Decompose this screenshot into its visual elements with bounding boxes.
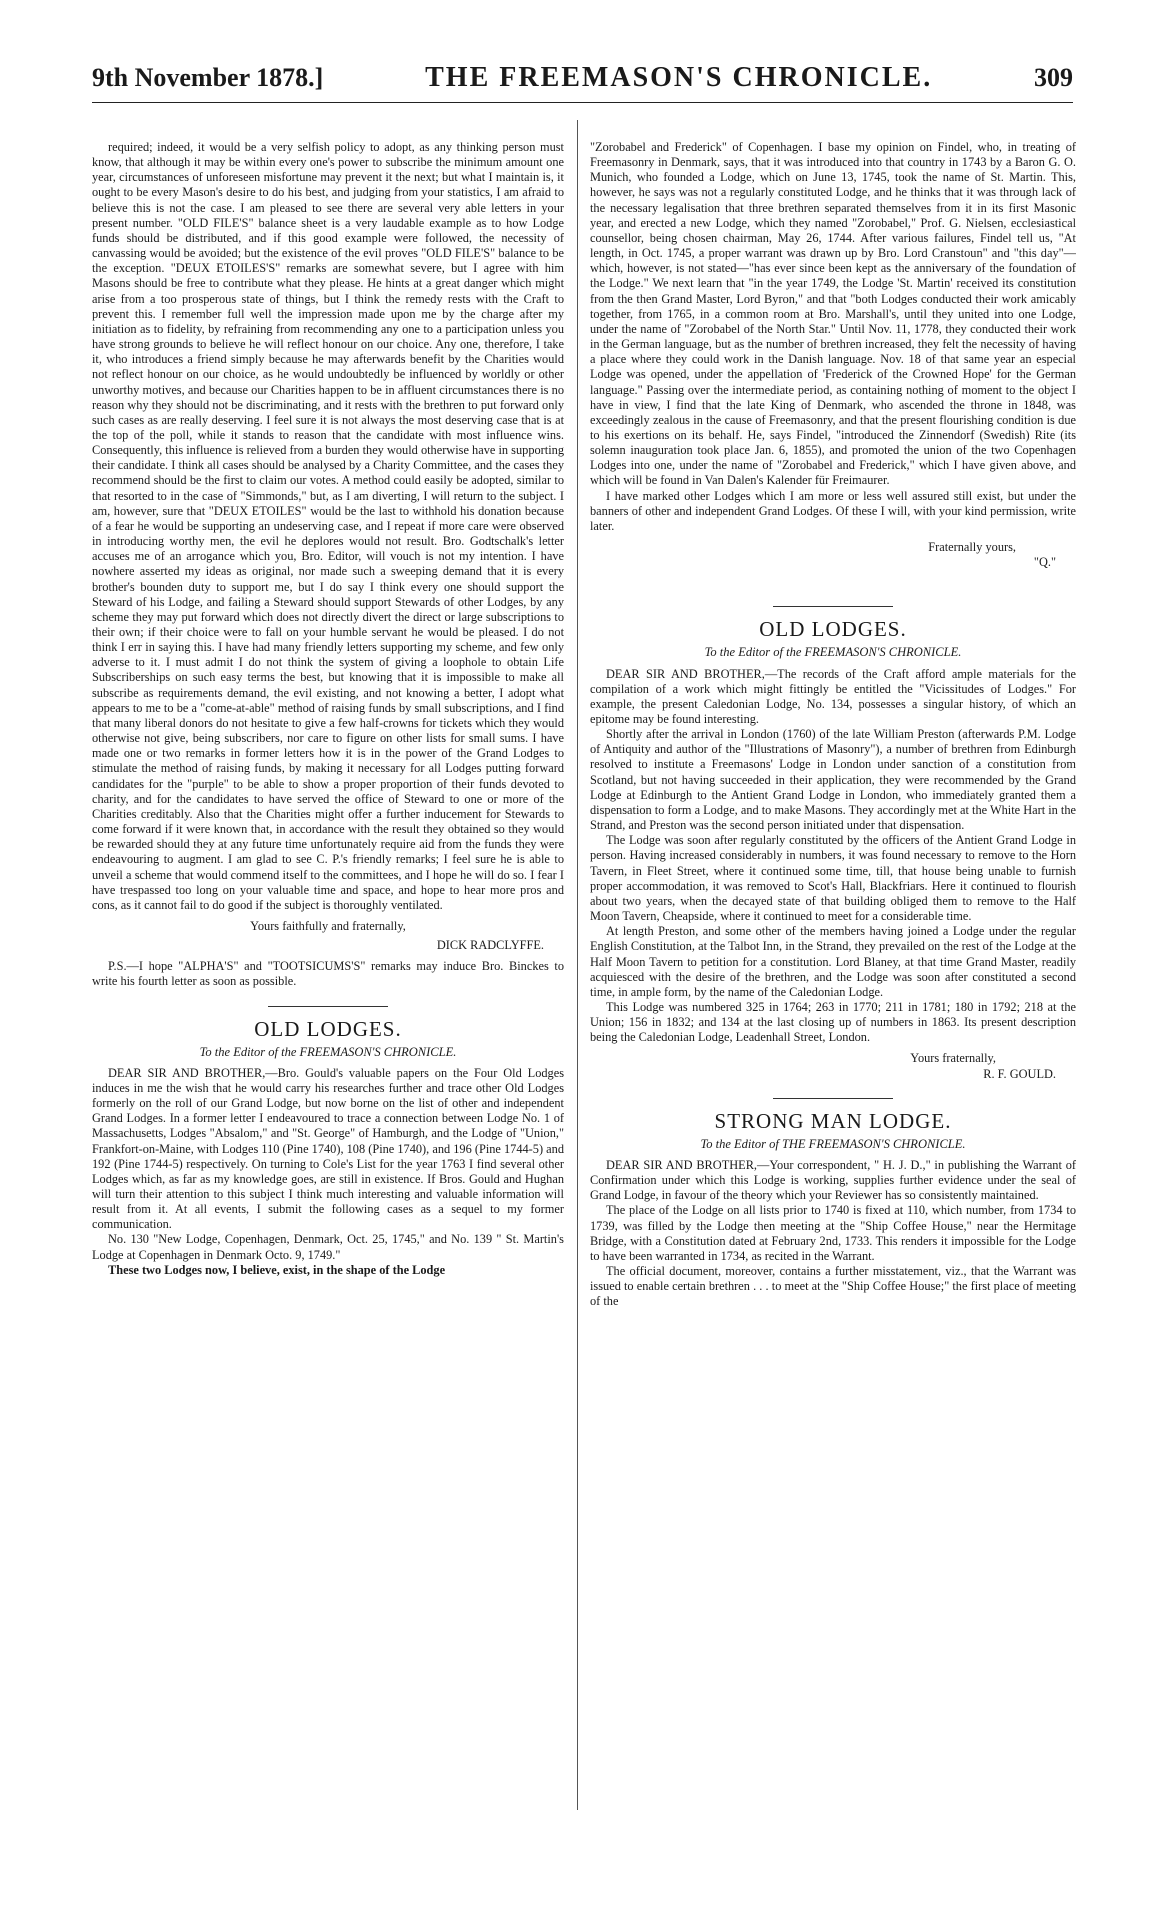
- letter-body: DEAR SIR AND BROTHER,—Bro. Gould's valuable papers on the Four Old Lodges induces in me the wish that he would carry his researches further and trace other Old Lodges formerly on the roll of our Grand Lodge, but now borne on the list of other and independent Grand Lodges. In a former letter I endeavoured to trace a connection between Lodge No. 1 of Massachusetts, Lodges "Absalom," and "St. George" of Hamburgh, and the Lodge of "Union," Frankfort-on-Maine, with Lodges 110 (Pine 1740), 108 (Pine 1740), and 196 (Pine 1744-5) and 192 (Pine 1744-5) respectively. On turning to Cole's List for the year 1763 I find several other Lodges which, as far as my knowledge goes, are still in existence. If Bros. Gould and Hughan will turn their attention to this subject I think much interesting and valuable information will result from it. At all events, I submit the following cases as a sequel to my former communication.: [92, 1065, 564, 1232]
- letter-body: This Lodge was numbered 325 in 1764; 263 in 1770; 211 in 1781; 180 in 1792; 218 at the Union; 156 in 1832; and 134 at the last closing up of numbers in 1863. Its present description being the Caledonian Lodge, Leadenhall Street, London.: [590, 999, 1076, 1045]
- left-column: [92, 140, 564, 1790]
- letter-body: I have marked other Lodges which I am more or less well assured still exist, but under the banners of other and independent Grand Lodges. Of these I will, with your kind permission, write later.: [590, 488, 1076, 533]
- letter-body: No. 130 "New Lodge, Copenhagen, Denmark, Oct. 25, 1745," and No. 139 " St. Martin's Lodge at Copenhagen in Denmark Octo. 9, 1749.": [92, 1232, 564, 1262]
- section-subheading: To the Editor of the FREEMASON'S CHRONICLE.: [704, 645, 962, 660]
- letter-body: Shortly after the arrival in London (1760) of the late William Preston (afterwards P.M. Lodge of Antiquity and author of the "Illustrations of Masonry"), a number of brethren from Edinburgh resolved to institute a Freemasons' Lodge in London under sanction of a constitution from Scotland, but not having succeeded in their application, they were recommended by the Grand Lodge at Edinburgh to the Antient Grand Lodge in London, who immediately granted them a dispensation to form a Lodge, and to make Masons. They accordingly met at the White Hart in the Strand, and Preston was the second person initiated under that dispensation.: [590, 727, 1076, 833]
- section-subheading: To the Editor of THE FREEMASON'S CHRONICLE.: [700, 1136, 966, 1151]
- letter-body: The Lodge was soon after regularly constituted by the officers of the Antient Grand Lodge in person. Having increased considerably in numbers, it was found necessary to remove to the Horn Tavern, in Fleet Street, where it continued some time, till, that house being unable to furnish proper accommodation, it was removed to Scot's Hall, Blackfriars. Here it continued to flourish about two years, when the decayed state of that building obliged them to remove to the Half Moon Tavern, Cheapside, where it continued to meet for a considerable time.: [590, 833, 1076, 924]
- page-number: 309: [1034, 63, 1073, 92]
- column-divider: [577, 120, 578, 1810]
- letter-body: At length Preston, and some other of the members having joined a Lodge under the regular English Constitution, at the Talbot Inn, in the Strand, they prevailed on the rest of the Lodge at the Half Moon Tavern to petition for a constitution. Lord Blaney, at that time Grand Master, readily acquiesced with the desire of the brethren, and the Lodge was soon after constituted a second time, in ample form, by the name of the Caledonian Lodge.: [590, 924, 1076, 999]
- letter-body: The place of the Lodge on all lists prior to 1740 is fixed at 110, which number, from 1734 to 1739, was filled by the Lodge then meeting at the "Ship Coffee House," near the Hermitage Bridge, with a Constitution dated at February 2nd, 1733. This renders it impossible for the Lodge to have been warranted in 1734, as recited in the Warrant.: [590, 1203, 1076, 1263]
- right-column: [590, 140, 1076, 1790]
- section-heading: OLD LODGES.: [759, 617, 907, 642]
- letter-closing: Yours faithfully and fraternally,: [250, 918, 406, 933]
- letter-closing: Fraternally yours,: [928, 540, 1016, 555]
- letter-body: DEAR SIR AND BROTHER,—Your correspondent, " H. J. D.," in publishing the Warrant of Confirmation under which this Lodge is working, supplies further evidence under the seal of Grand Lodge, in favour of the theory which your Reviewer has so consistently maintained.: [590, 1157, 1076, 1203]
- letter-body: These two Lodges now, I believe, exist, in the shape of the Lodge: [108, 1262, 446, 1277]
- letter-signature: DICK RADCLYFFE.: [436, 938, 544, 953]
- issue-date: 9th November 1878.]: [92, 63, 324, 92]
- letter-signature: R. F. GOULD.: [983, 1066, 1056, 1081]
- publication-title: THE FREEMASON'S CHRONICLE.: [425, 62, 933, 93]
- letter-body: required; indeed, it would be a very selfish policy to adopt, as any thinking person must know, that although it may be within every one's power to subscribe the minimum amount one year, circumstances of unforeseen misfortune may prevent it the next; but what I maintain is, it ought to be every Mason's desire to do his best, and judging from your statistics, I am afraid to believe this is not the case. I am pleased to see there are several very able letters in your present number. "OLD FILE'S" balance sheet is a very laudable example as to how Lodge funds should be distributed, and if this good example were followed, the necessity of canvassing would be avoided; but the existence of the evil proves "OLD FILE'S" balance to be the exception. "DEUX ETOILES'S" remarks are somewhat severe, but I agree with him Masons should be free to contribute what they please. He hints at a great danger which might arise from a too prosperous state of things, but I think the remedy rests with the Craft to prevent this. I remember full well the impression made upon me by the charge after my initiation as to fidelity, by refraining from recommending any one to a participation unless you have strong grounds to believe he will reflect honour on our choice. Any one, therefore, I take it, who introduces a friend simply because he may afterwards benefit by the Charities would not reflect honour on our choice, as he would undoubtedly be influenced by worldly or other unworthy motives, and because our Charities happen to be in affluent circumstances there is no reason why they should not be discriminating, and it rests with the brethren to put forward only such cases as are really deserving. I feel sure it is not always the most deserving case that is at the top of the poll, while it stands to reason that the candidate with most influence wins. Consequently, this influence is relieved from a burden they would otherwise have in supporting their candidate. I think all cases should be analysed by a Charity Committee, and the cases they recommend should be the first to claim our votes. A method could easily be adopted, similar to that resorted to in the case of "Simmonds," but, as I am diverting, I will return to the subject. I am, however, sure that "DEUX ETOILES" would be the last to withhold his donation because of a fear he would be supporting an undeserving case, and I repeat if more care were observed in introducing worthy men, the evil he deplores would not result. Bro. Godtschalk's letter accuses me of an arrogance which you, Bro. Editor, will vouch is not my intention. I have nowhere asserted my ideas as original, nor made such a sweeping demand that it is every brother's bounden duty to support me, but I do say I think every one should support the Steward of his Lodge, and failing a Steward should support Stewards of other Lodges, by any scheme they may put forward which does not directly divert the direct or large subscriptions to their own; if their choice were to fall on your humble servant he would be pleased. I do not think I err in saying this. I have had many friendly letters supporting my scheme, and few only adverse to it. I must admit I do not think the system of giving a loophole to obtain Life Subscriberships on such easy terms the best, but knowing that it is impossible to make all subscribe as requirements demand, the evil existing, and not knowing a better, I adopt what appears to me to be a "come-at-able" method of raising funds by small subscriptions, and I find that many liberal donors do not hesitate to give a few half-crowns for tickets which they would otherwise not give, being subscribers, nor care to figure on other lists for small sums. I have made one or two remarks in former letters how it is in the power of the Grand Lodges to stimulate the method of raising funds, by making it necessary for all Lodges putting forward candidates for the "purple" to be able to show a proper proportion of their funds devoted to charity, and for the candidates to have served the office of Steward to one or more of the Charities creditably. Also that the Charities might offer a further inducement for Stewards to come forward if it were known that, in accordance with the result they obtained so they would be rewarded should they at any future time unfortunately require aid from the funds they were endeavouring to augment. I am glad to see C. P.'s friendly remarks; I feel sure he is able to unveil a scheme that would commend itself to the committees, and I hope he will do so. I fear I have trespassed too long on your valuable time and space, and hope to hear more pros and cons, as it cannot fail to do good if the subject is thoroughly ventilated.: [92, 140, 564, 912]
- postscript: P.S.—I hope "ALPHA'S" and "TOOTSICUMS'S" remarks may induce Bro. Binckes to write his fourth letter as soon as possible.: [92, 959, 564, 989]
- letter-closing: Yours fraternally,: [910, 1051, 996, 1066]
- letter-body: "Zorobabel and Frederick" of Copenhagen. I base my opinion on Findel, who, in treating of Freemasonry in Denmark, says, that it was introduced into that country in 1743 by a Baron G. O. Munich, who founded a Lodge, which on June 13, 1745, took the name of St. Martin. This, however, he says was not a regularly constituted Lodge, and he thinks that it was through lack of the necessary legalisation that three brethren separated themselves from it in its first Masonic year, and erected a new Lodge, which they named "Zorobabel," Prof. G. Nielsen, ecclesiastical counsellor, being chosen chairman, May 26, 1744. After various failures, Findel tell us, "At length, in Oct. 1745, a proper warrant was drawn up by Bro. Lord Cranstoun" and "this day"—which, however, is not stated—"has ever since been kept as the anniversary of the foundation of the Lodge." We next learn that "in the year 1749, the Lodge 'St. Martin' received its constitution from the then Grand Master, Lord Byron," and that "both Lodges conducted their work amicably together, from 1765, in a common room at Bro. Marshall's, until they united into one Lodge, under the name of "Zorobabel of the North Star." Until Nov. 11, 1778, they conducted their work in the German language, but as the number of brethren increased, they felt the necessity of having a place where they could work in the Danish language. Nov. 18 of that same year an especial Lodge was opened, under the appellation of 'Frederick of the Crowned Hope' for the German language." Passing over the intermediate period, as containing nothing of moment to the object I have in view, I find that the late King of Denmark, who ascended the throne in 1848, was exceedingly zealous in the cause of Freemasonry, and that the present flourishing condition is due to his exertions on its behalf. He, says Findel, "introduced the Zinnendorf (Swedish) Rite (its solemn inauguration took place Jan. 6, 1855), and promoted the union of the two Copenhagen Lodges into one, under the name of "Zorobabel and Frederick," which I have given above, and which will be found in Van Dalen's Kalender für Freimaurer.: [590, 140, 1076, 488]
- section-heading: OLD LODGES.: [254, 1016, 402, 1041]
- section-rule: [773, 606, 893, 607]
- running-head: [92, 62, 1073, 103]
- letter-body: DEAR SIR AND BROTHER,—The records of the Craft afford ample materials for the compilation of a work which might fittingly be entitled the "Vicissitudes of Lodges." For example, the present Caledonian Lodge, No. 134, possesses a singular history, of which an epitome may be found interesting.: [590, 666, 1076, 726]
- letter-body: The official document, moreover, contains a further misstatement, viz., that the Warrant was issued to enable certain brethren . . . to meet at the "Ship Coffee House;" the first place of meeting of the: [590, 1264, 1076, 1309]
- section-heading: STRONG MAN LODGE.: [714, 1108, 952, 1133]
- section-rule: [268, 1006, 388, 1007]
- section-subheading: To the Editor of the FREEMASON'S CHRONICLE.: [199, 1044, 457, 1059]
- section-rule: [773, 1098, 893, 1099]
- letter-signature: "Q.": [1033, 555, 1056, 570]
